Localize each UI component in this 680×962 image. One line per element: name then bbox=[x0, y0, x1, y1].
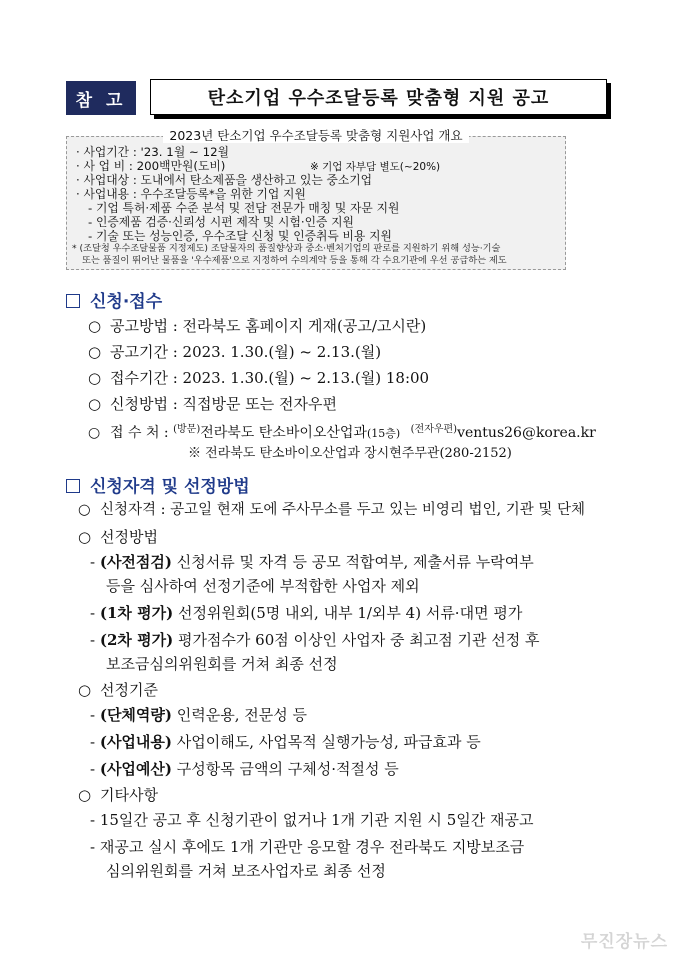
overview-footnote: * (조달청 우수조달물품 지정제도) 조달물자의 품질향상과 중소·벤처기업의 판로를 지원하기 위해 성능·기술 bbox=[72, 243, 501, 254]
circle-bullet-icon: ○ bbox=[88, 425, 101, 441]
pre-check-row: - (사전점검) 신청서류 및 자격 등 공모 적합여부, 제출서류 누락여부 bbox=[90, 553, 534, 571]
page-title: 탄소기업 우수조달등록 맞춤형 지원 공고 bbox=[150, 79, 607, 115]
circle-bullet-icon: ○ bbox=[88, 343, 102, 361]
apply-row: ○ 신청방법 : 직접방문 또는 전자우편 bbox=[88, 395, 337, 413]
second-eval-row-cont: 보조금심의위원회를 거쳐 최종 선정 bbox=[106, 655, 338, 673]
criteria-row: - (사업예산) 구성항목 금액의 구체성·적절성 등 bbox=[90, 760, 399, 778]
watermark-logo: 무진장뉴스 bbox=[580, 932, 668, 952]
apply-row: ○ 공고기간 : 2023. 1.30.(월) ~ 2.13.(월) bbox=[88, 343, 382, 361]
circle-bullet-icon: ○ bbox=[78, 502, 91, 518]
overview-budget: · 사 업 비 : 200백만원(도비) bbox=[76, 159, 226, 173]
overview-content: · 사업내용 : 우수조달등록*을 위한 기업 지원 bbox=[76, 187, 306, 201]
criteria-row: - (단체역량) 인력운용, 전문성 등 bbox=[90, 706, 308, 724]
overview-item: - 기술 또는 성능인증, 우수조달 신청 및 인증취득 비용 지원 bbox=[88, 229, 392, 243]
etc-row: - 15일간 공고 후 신청기관이 없거나 1개 기관 지원 시 5일간 재공고 bbox=[90, 811, 534, 829]
circle-bullet-icon: ○ bbox=[78, 681, 92, 699]
circle-bullet-icon: ○ bbox=[88, 317, 102, 335]
square-bullet-icon bbox=[66, 479, 80, 493]
overview-item: - 인증제품 검증·신뢰성 시편 제작 및 시험·인증 지원 bbox=[88, 215, 354, 229]
circle-bullet-icon: ○ bbox=[78, 528, 92, 546]
circle-bullet-icon: ○ bbox=[78, 786, 92, 804]
submit-row: ○ 접 수 처 : $^{(방문)}$전라북도 탄소바이오산업과(15층) $^{(전자우편)}$ventus26@korea.kr bbox=[88, 424, 596, 441]
email-address: ventus26@korea.kr bbox=[457, 425, 596, 441]
contact-note: ※ 전라북도 탄소바이오산업과 장시현주무관(280-2152) bbox=[188, 446, 512, 461]
overview-title: 2023년 탄소기업 우수조달등록 맞춤형 지원사업 개요 bbox=[72, 126, 560, 144]
overview-budget-note: ※ 기업 자부담 별도(~20%) bbox=[310, 161, 441, 173]
apply-row: ○ 공고방법 : 전라북도 홈페이지 게재(공고/고시란) bbox=[88, 317, 427, 335]
criteria-row: - (사업내용) 사업이해도, 사업목적 실행가능성, 파급효과 등 bbox=[90, 733, 481, 751]
apply-row: ○ 접수기간 : 2023. 1.30.(월) ~ 2.13.(월) 18:00 bbox=[88, 369, 430, 387]
overview-period: · 사업기간 : '23. 1월 ~ 12월 bbox=[76, 145, 230, 159]
overview-footnote: 또는 품질이 뛰어난 물품을 '우수제품'으로 지정하여 수의계약 등을 통해 각 수요기관에 우선 공급하는 제도 bbox=[82, 255, 507, 266]
section-heading-apply: 신청·접수 bbox=[66, 287, 162, 312]
second-eval-row: - (2차 평가) 평가점수가 60점 이상인 사업자 중 최고점 기관 선정 후 bbox=[90, 631, 540, 649]
eligibility-row: ○ 신청자격 : 공고일 현재 도에 주사무소를 두고 있는 비영리 법인, 기관 및 단체 bbox=[78, 502, 586, 518]
pre-check-row-cont: 등을 심사하여 선정기준에 부적합한 사업자 제외 bbox=[106, 577, 420, 595]
first-eval-row: - (1차 평가) 선정위원회(5명 내외, 내부 1/외부 4) 서류·대면 평가 bbox=[90, 604, 523, 622]
circle-bullet-icon: ○ bbox=[88, 395, 102, 413]
criteria-heading: ○ 선정기준 bbox=[78, 681, 158, 699]
square-bullet-icon bbox=[66, 294, 80, 308]
method-heading: ○ 선정방법 bbox=[78, 528, 158, 546]
section-heading-eligibility: 신청자격 및 선정방법 bbox=[66, 472, 250, 497]
etc-heading: ○ 기타사항 bbox=[78, 786, 158, 804]
reference-badge: 참 고 bbox=[66, 81, 136, 115]
etc-row: - 재공고 실시 후에도 1개 기관만 응모할 경우 전라북도 지방보조금 bbox=[90, 838, 525, 856]
overview-target: · 사업대상 : 도내에서 탄소제품을 생산하고 있는 중소기업 bbox=[76, 173, 373, 187]
overview-item: - 기업 특허·제품 수준 분석 및 전담 전문가 매칭 및 자문 지원 bbox=[88, 201, 400, 215]
circle-bullet-icon: ○ bbox=[88, 369, 102, 387]
etc-row-cont: 심의위원회를 거쳐 보조사업자로 최종 선정 bbox=[106, 862, 386, 880]
